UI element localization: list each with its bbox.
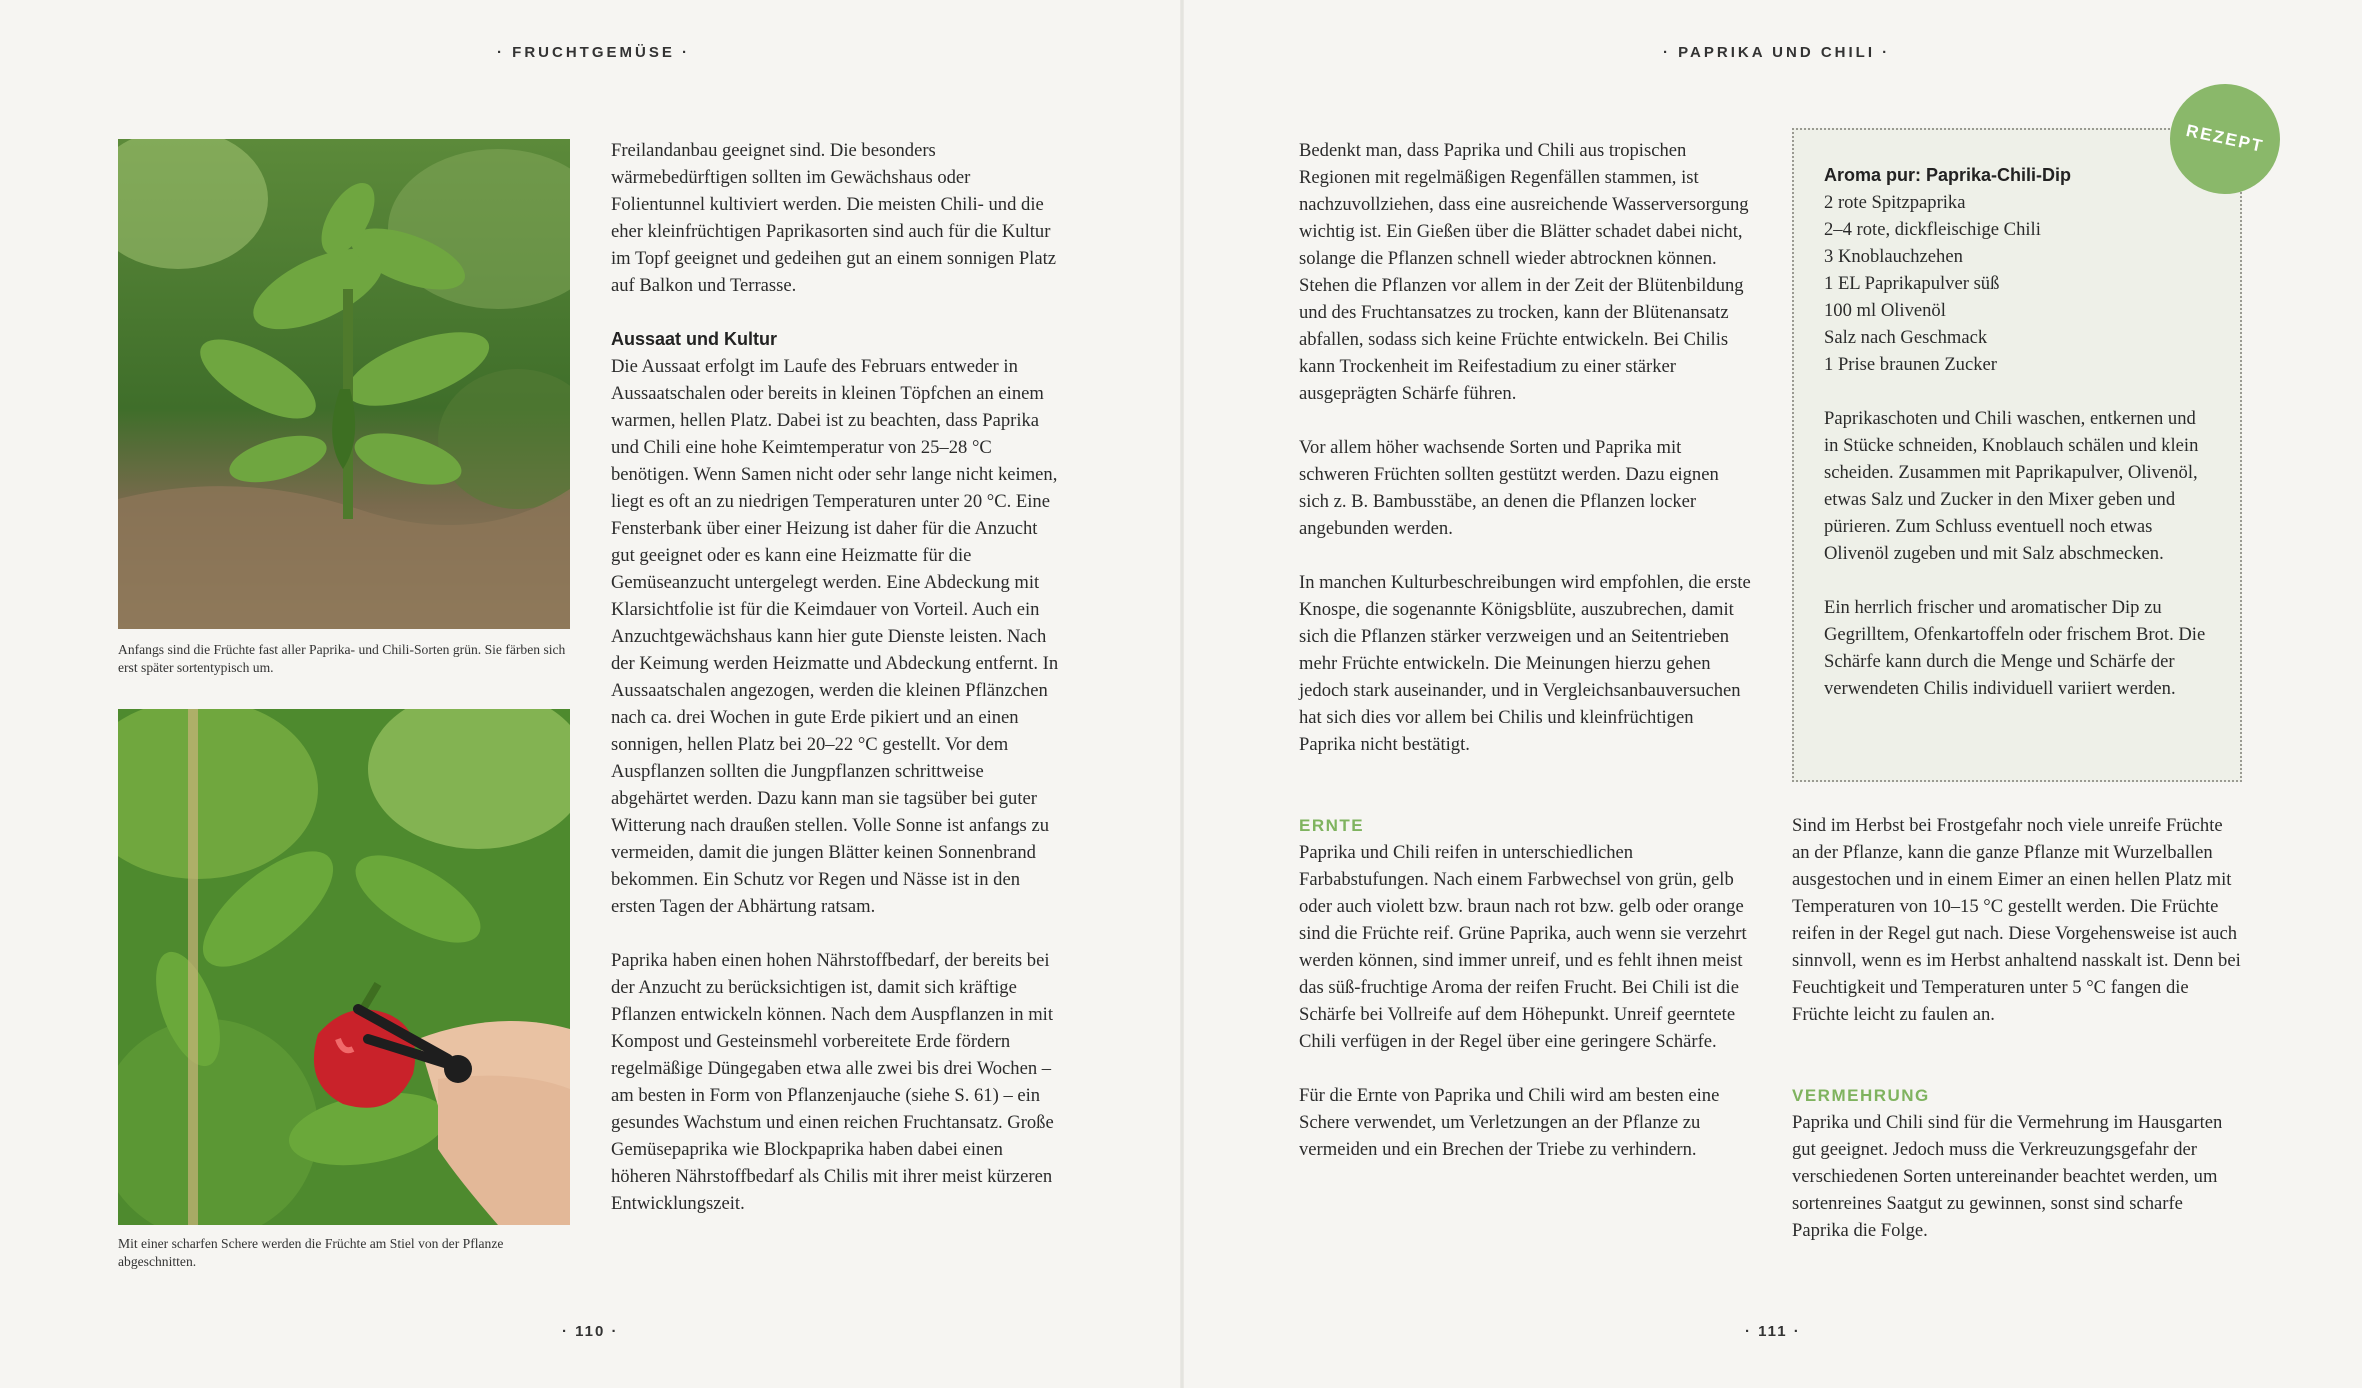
ingredient-item: 3 Knoblauchzehen <box>1824 246 1963 267</box>
right-running-head: · PAPRIKA UND CHILI · <box>1663 44 1891 61</box>
ingredient-item: 2–4 rote, dickfleischige Chili <box>1824 219 2041 240</box>
left-running-head: · FRUCHTGEMÜSE · <box>497 44 690 61</box>
recipe-badge-label: REZEPT <box>2184 120 2266 157</box>
propagation-paragraph: Paprika und Chili sind für die Vermehrung im Hausgarten gut geeignet. Jedoch muss die Verkreuzungsgefahr der verschiedenen Sorten untereinander beachtet werden, um sortenreines Saatgut zu gewinnen, sonst sind scharfe Paprika die Folge. <box>1792 1112 2223 1241</box>
royal-blossom-paragraph: In manchen Kulturbeschreibungen wird empfohlen, die erste Knospe, die sogenannte Königsblüte, auszubrechen, damit sich die Pflanzen stärker verzweigen und an Seitentrieben mehr Früchte entwickeln. Die Meinungen hierzu gehen jedoch stark auseinander, und in Vergleichsanbauversuchen hat sich dies vor allem bei Chilis und kleinfrüchtigen Paprika nicht bestätigt. <box>1299 572 1751 755</box>
propagation-heading: VERMEHRUNG <box>1792 1086 1930 1105</box>
ingredient-item: 1 Prise braunen Zucker <box>1824 354 1997 375</box>
ingredient-item: 2 rote Spitzpaprika <box>1824 192 1966 213</box>
ingredient-item: 100 ml Olivenöl <box>1824 300 1946 321</box>
recipe-box <box>1792 128 2242 782</box>
ingredient-list <box>1824 189 2214 378</box>
left-text-column <box>611 137 1063 1217</box>
right-page-number: · 111 · <box>1745 1323 1801 1340</box>
right-text-column-1 <box>1299 137 1751 1163</box>
photo-harvesting-red-pepper <box>118 709 570 1225</box>
ingredient-item: Salz nach Geschmack <box>1824 327 1988 348</box>
aussaat-paragraph: Die Aussaat erfolgt im Laufe des Februars entweder in Aussaatschalen oder bereits in kleinen Töpfchen an einem warmen, hellen Platz. Dabei ist zu beachten, dass Paprika und Chili eine hohe Keimtemperatur von 25–28 °C benötigen. Wenn Samen nicht oder sehr lange nicht keimen, liegt es oft an zu niedrigen Temperaturen unter 20 °C. Eine Fensterbank über einer Heizung ist daher für die Anzucht gut geeignet oder es kann eine Heizmatte für die Gemüseanzucht untergelegt werden. Eine Abdeckung mit Klarsichtfolie ist für die Keimdauer von Vorteil. Auch ein Anzuchtgewächshaus kann hier gute Dienste leisten. Nach der Keimung werden Heizmatte und Abdeckung entfernt. In Aussaatschalen angezogen, werden die kleinen Pflänzchen nach ca. drei Wochen in gute Erde pikiert und an einen sonnigen, hellen Platz bei 20–22 °C gestellt. Vor dem Auspflanzen sollten die Jungpflanzen schrittweise abgehärtet werden. Dazu kann man sie tagsüber bei guter Witterung nach draußen stellen. Volle Sonne ist anfangs zu vermeiden, damit die jungen Blätter keinen Sonnenbrand bekommen. Ein Schutz vor Regen und Nässe ist in den ersten Tagen der Abhärtung ratsam. <box>611 356 1059 917</box>
right-text-column-2 <box>1792 812 2242 1244</box>
naehrstoff-paragraph: Paprika haben einen hohen Nährstoffbedarf, der bereits bei der Anzucht zu berücksichtigen ist, damit sich kräftige Pflanzen entwickeln können. Nach dem Auspflanzen in mit Kompost und Gesteinsmehl vorbereitete Erde fördern regelmäßige Düngegaben etwa alle zwei bis drei Wochen – am besten in Form von Pflanzenjauche (siehe S. 61) – ein gesundes Wachstum und einen reichen Fruchtansatz. Große Gemüsepaprika wie Blockpaprika haben dabei einen höheren Nährstoffbedarf als Chilis mit ihrer meist kürzeren Entwicklungszeit. <box>611 950 1054 1214</box>
left-page-number: · 110 · <box>562 1323 619 1340</box>
section-heading-aussaat: Aussaat und Kultur <box>611 329 778 349</box>
support-paragraph: Vor allem höher wachsende Sorten und Paprika mit schweren Früchten sollten gestützt werden. Dazu eignen sich z. B. Bambusstäbe, an denen die Pflanzen locker angebunden werden. <box>1299 437 1719 539</box>
harvest-paragraph-2: Für die Ernte von Paprika und Chili wird am besten eine Schere verwendet, um Verletzungen an der Pflanze zu vermeiden und ein Brechen der Triebe zu verhindern. <box>1299 1085 1720 1160</box>
photo-caption-top: Anfangs sind die Früchte fast aller Paprika- und Chili-Sorten grün. Sie färben sich erst später sortentypisch um. <box>118 642 566 675</box>
harvest-heading: ERNTE <box>1299 816 1365 835</box>
intro-paragraph: Freilandanbau geeignet sind. Die besonders wärmebedürftigen sollten im Gewächshaus oder Folientunnel kultiviert werden. Die meisten Chili- und die eher kleinfrüchtigen Paprikasorten sind auch für die Kultur im Topf geeignet und gedeihen gut an einem sonnigen Platz auf Balkon und Terrasse. <box>611 140 1057 296</box>
water-paragraph: Bedenkt man, dass Paprika und Chili aus tropischen Regionen mit regelmäßigen Regenfällen stammen, ist nachzuvollziehen, dass eine ausreichende Wasserversorgung wichtig ist. Ein Gießen über die Blätter schadet dabei nicht, solange die Pflanzen schnell wieder abtrocknen können. Stehen die Pflanzen vor allem in der Zeit der Blütenbildung und des Fruchtansatzes zu trocken, kann der Blütenansatz abfallen, sodass sich keine Früchte entwickeln. Bei Chilis kann Trockenheit im Reifestadium zu einer stärker ausgeprägten Schärfe führen. <box>1299 140 1749 404</box>
recipe-title: Aroma pur: Paprika-Chili-Dip <box>1824 165 2072 185</box>
autumn-paragraph: Sind im Herbst bei Frostgefahr noch viele unreife Früchte an der Pflanze, kann die ganze Pflanze mit Wurzelballen ausgestochen und in einem Eimer an einen hellen Platz mit Temperaturen von 10–15 °C gestellt werden. Die Früchte reifen in der Regel gut nach. Diese Vorgehensweise ist auch sinnvoll, wenn es im Herbst anhaltend nasskalt ist. Denn bei Feuchtigkeit und Temperaturen unter 5 °C fangen die Früchte leicht zu faulen an. <box>1792 815 2241 1025</box>
harvest-paragraph-1: Paprika und Chili reifen in unterschiedlichen Farbabstufungen. Nach einem Farbwechsel von grün, gelb oder auch violett bzw. braun nach rot bzw. gelb oder orange sind die Früchte reif. Grüne Paprika, auch wenn sie verzehrt werden können, sind immer unreif, und es fehlt ihnen meist das süß-fruchtige Aroma der reifen Frucht. Bei Chili ist die Schärfe bei Vollreife auf dem Höhepunkt. Unreif geerntete Chili verfügen in der Regel über eine geringere Schärfe. <box>1299 842 1747 1052</box>
recipe-serving-note: Ein herrlich frischer und aromatischer Dip zu Gegrilltem, Ofenkartoffeln oder frischem Brot. Die Schärfe kann durch die Menge und Schärfe der verwendeten Chilis individuell variiert werden. <box>1824 597 2206 699</box>
ingredient-item: 1 EL Paprikapulver süß <box>1824 273 2000 294</box>
book-spine <box>1180 0 1184 1388</box>
recipe-instructions: Paprikaschoten und Chili waschen, entkernen und in Stücke schneiden, Knoblauch schälen und klein scheiden. Zusammen mit Paprikapulver, Olivenöl, etwas Salz und Zucker in den Mixer geben und pürieren. Zum Schluss eventuell noch etwas Olivenöl zugeben und mit Salz abschmecken. <box>1824 408 2199 564</box>
photo-green-pepper-plant <box>118 139 570 629</box>
photo-caption-bottom: Mit einer scharfen Schere werden die Früchte am Stiel von der Pflanze abgeschnitten. <box>118 1236 504 1269</box>
